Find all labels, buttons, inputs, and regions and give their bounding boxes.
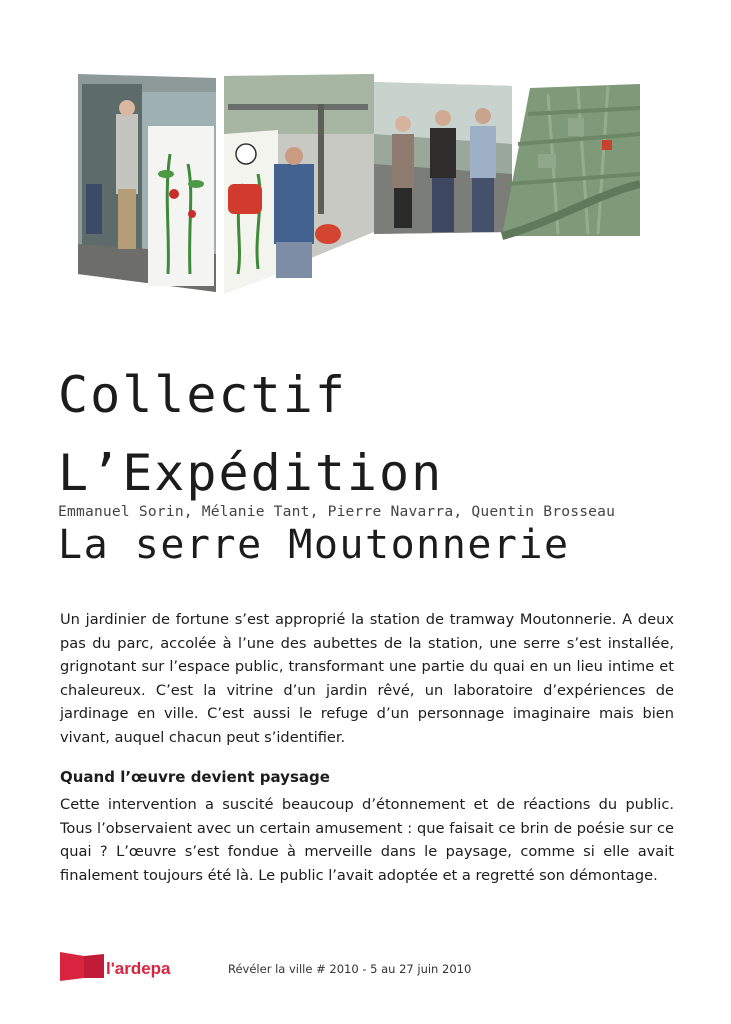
greenhouse-painting-photo bbox=[224, 74, 374, 294]
people-standing-photo bbox=[374, 82, 512, 234]
title-line-2: L’Expédition bbox=[58, 444, 444, 502]
section-paragraph: Cette intervention a suscité beaucoup d’étonnement et de réactions du public. Tous l’observaient avec un certain amusement : que faisait ce brin de poésie sur ce quai ? L’œuvre s’est fondue à merveille dans le paysage, comme si elle avait finalement toujours été là. Le public l’avait adoptée et a regretté son démontage. bbox=[60, 796, 674, 884]
subtitle: La serre Moutonnerie bbox=[58, 522, 570, 568]
section-heading: Quand l’œuvre devient paysage bbox=[60, 768, 330, 786]
ardepa-logo bbox=[60, 950, 172, 982]
authors: Emmanuel Sorin, Mélanie Tant, Pierre Navarra, Quentin Brosseau bbox=[58, 503, 616, 520]
greenhouse-workers-photo bbox=[78, 74, 216, 292]
aerial-map-photo bbox=[502, 84, 640, 236]
photo-strip bbox=[78, 74, 640, 300]
title-line-1: Collectif bbox=[58, 366, 347, 424]
footer-caption: Révéler la ville # 2010 - 5 au 27 juin 2010 bbox=[228, 962, 472, 976]
intro-paragraph: Un jardinier de fortune s’est approprié la station de tramway Moutonnerie. A deux pas du parc, accolée à l’une des aubettes de la station, une serre s’est installée, grignotant sur l’espace public, transformant une partie du quai en un lieu intime et chaleureux. C’est la vitrine d’un jardin rêvé, un laboratoire d’expériences de jardinage en ville. C’est aussi le refuge d’un personnage imaginaire mais bien vivant, auquel chacun peut s’identifier. bbox=[60, 611, 674, 746]
logo-text: l'ardepa bbox=[106, 959, 171, 978]
